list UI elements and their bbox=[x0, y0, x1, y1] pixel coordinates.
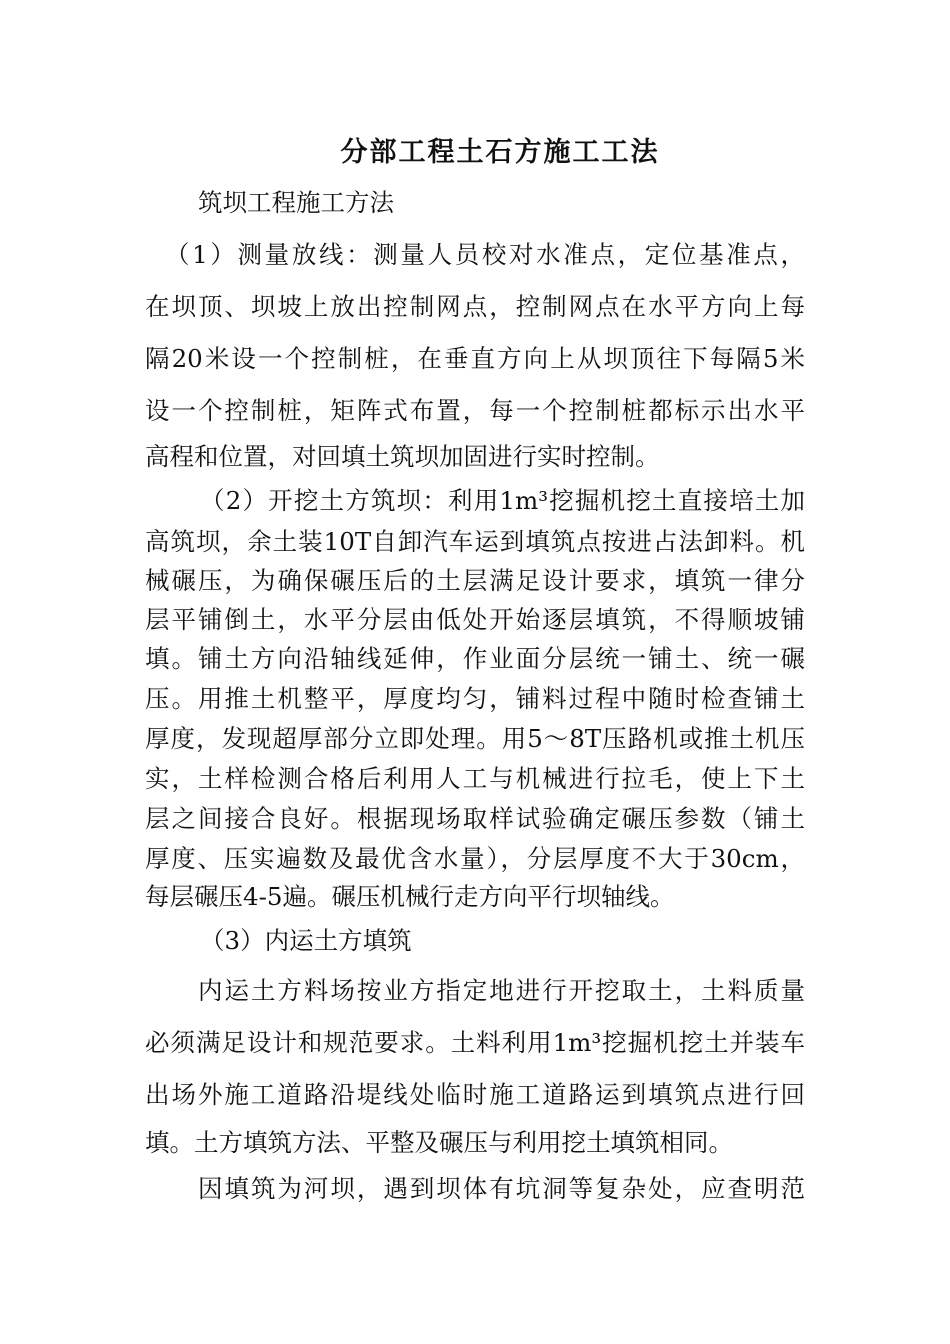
paragraph-line: （2）开挖土方筑坝：利用1m³挖掘机挖土直接培土加 bbox=[200, 486, 805, 515]
paragraph-line: 压。用推土机整平，厚度均匀，铺料过程中随时检查铺土 bbox=[145, 684, 805, 713]
paragraph-line: 高程和位置，对回填土筑坝加固进行实时控制。 bbox=[145, 442, 660, 471]
paragraph-line: 必须满足设计和规范要求。土料利用1m³挖掘机挖土并装车 bbox=[145, 1028, 805, 1057]
paragraph-line: 在坝顶、坝坡上放出控制网点，控制网点在水平方向上每 bbox=[145, 292, 805, 321]
paragraph-line: 隔20米设一个控制桩，在垂直方向上从坝顶往下每隔5米 bbox=[145, 344, 805, 373]
paragraph-line: 每层碾压4-5遍。碾压机械行走方向平行坝轴线。 bbox=[145, 882, 675, 911]
paragraph-line: 厚度，发现超厚部分立即处理。用5～8T压路机或推土机压 bbox=[145, 724, 805, 753]
paragraph-line: 实，土样检测合格后利用人工与机械进行拉毛，使上下土 bbox=[145, 764, 805, 793]
section-heading: （3）内运土方填筑 bbox=[200, 926, 412, 955]
paragraph-line: 层之间接合良好。根据现场取样试验确定碾压参数（铺土 bbox=[145, 804, 805, 833]
section-heading: 筑坝工程施工方法 bbox=[198, 188, 394, 217]
paragraph-line: 填。土方填筑方法、平整及碾压与利用挖土填筑相同。 bbox=[145, 1128, 733, 1157]
paragraph-line: 层平铺倒土，水平分层由低处开始逐层填筑，不得顺坡铺 bbox=[145, 605, 805, 634]
paragraph-line: 内运土方料场按业方指定地进行开挖取土，土料质量 bbox=[198, 976, 805, 1005]
paragraph-line: 厚度、压实遍数及最优含水量），分层厚度不大于30cm， bbox=[145, 844, 805, 873]
paragraph-line: 因填筑为河坝，遇到坝体有坑洞等复杂处，应查明范 bbox=[198, 1174, 805, 1203]
paragraph-line: 高筑坝，余土装10T自卸汽车运到填筑点按进占法卸料。机 bbox=[145, 527, 805, 556]
paragraph-line: 出场外施工道路沿堤线处临时施工道路运到填筑点进行回 bbox=[145, 1080, 805, 1109]
paragraph-line: 填。铺土方向沿轴线延伸，作业面分层统一铺土、统一碾 bbox=[145, 644, 805, 673]
paragraph-line: 设一个控制桩，矩阵式布置，每一个控制桩都标示出水平 bbox=[145, 396, 805, 425]
document-title: 分部工程土石方施工工法 bbox=[340, 137, 660, 168]
paragraph-line: 械碾压，为确保碾压后的土层满足设计要求，填筑一律分 bbox=[145, 566, 805, 595]
paragraph-line: （1）测量放线：测量人员校对水准点，定位基准点， bbox=[165, 240, 805, 269]
